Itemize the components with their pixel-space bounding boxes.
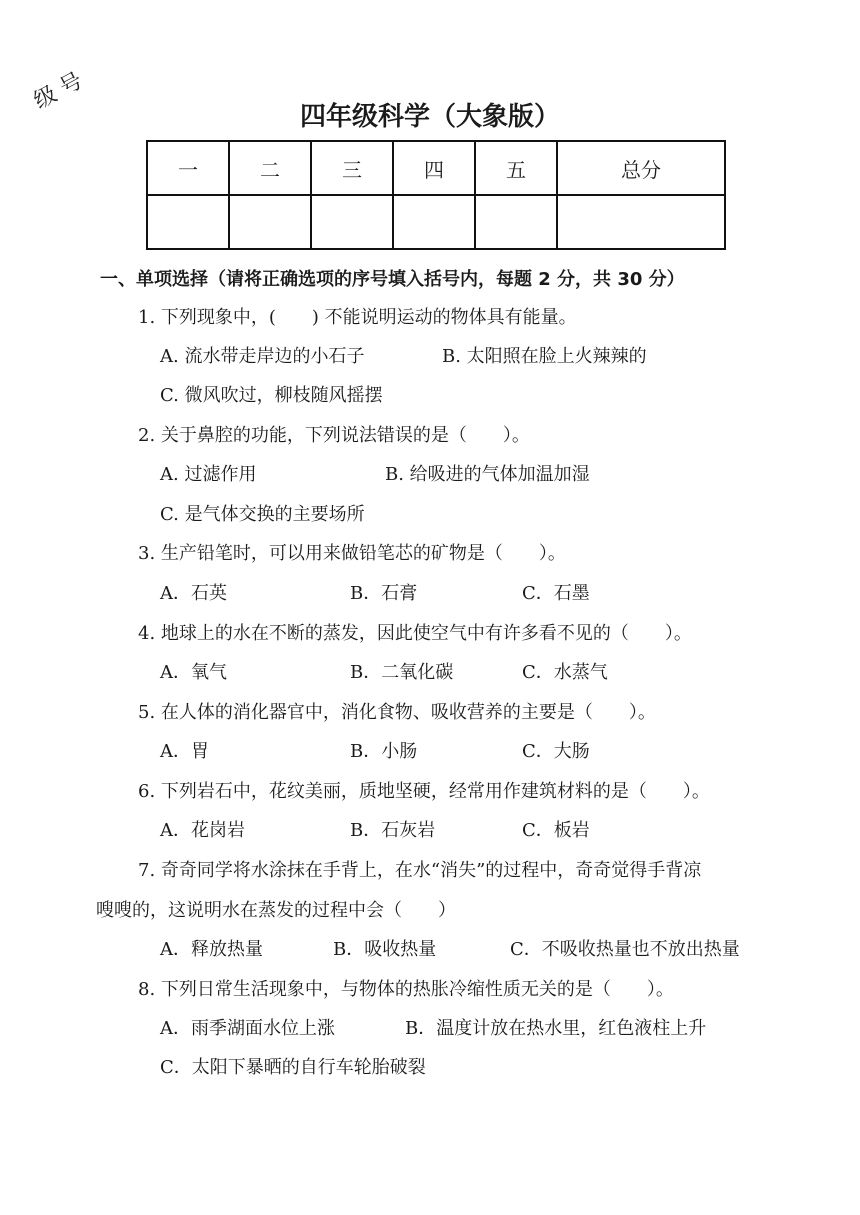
question-2-stem: 2. 关于鼻腔的功能，下列说法错误的是（ ）。 — [138, 425, 530, 446]
score-cell-1[interactable] — [147, 195, 229, 249]
question-7-stem-continued: 嗖嗖的，这说明水在蒸发的过程中会（ ） — [96, 900, 456, 921]
score-cell-2[interactable] — [229, 195, 311, 249]
question-8-stem: 8. 下列日常生活现象中，与物体的热胀冷缩性质无关的是（ ）。 — [138, 979, 674, 1000]
question-3-option-a[interactable]: A．石英 — [160, 583, 227, 604]
question-6-option-a[interactable]: A．花岗岩 — [160, 820, 245, 841]
section-heading: 一、单项选择（请将正确选项的序号填入括号内，每题 2 分，共 30 分） — [100, 269, 685, 290]
question-4-stem: 4. 地球上的水在不断的蒸发，因此使空气中有许多看不见的（ ）。 — [138, 623, 692, 644]
question-6-stem: 6. 下列岩石中，花纹美丽，质地坚硬，经常用作建筑材料的是（ ）。 — [138, 781, 710, 802]
question-8-option-a[interactable]: A．雨季湖面水位上涨 — [160, 1018, 335, 1039]
question-7-option-c[interactable]: C．不吸收热量也不放出热量 — [510, 939, 740, 960]
question-4-option-c[interactable]: C．水蒸气 — [522, 662, 608, 683]
question-6-option-b[interactable]: B．石灰岩 — [350, 820, 436, 841]
score-table — [146, 140, 726, 250]
score-cell-total[interactable] — [557, 195, 725, 249]
question-1-option-c[interactable]: C. 微风吹过，柳枝随风摇摆 — [160, 385, 383, 406]
page-title: 四年级科学（大象版） — [299, 102, 560, 132]
question-5-option-a[interactable]: A．胃 — [160, 741, 209, 762]
score-header-total: 总分 — [557, 141, 725, 195]
question-2-option-c[interactable]: C. 是气体交换的主要场所 — [160, 504, 365, 525]
score-table-value-row — [147, 195, 725, 249]
question-7-stem: 7. 奇奇同学将水涂抹在手背上，在水“消失”的过程中，奇奇觉得手背凉 — [138, 860, 702, 881]
score-header-1: 一 — [147, 141, 229, 195]
question-4-option-b[interactable]: B．二氧化碳 — [350, 662, 454, 683]
question-6-option-c[interactable]: C．板岩 — [522, 820, 590, 841]
question-8-option-b[interactable]: B．温度计放在热水里，红色液柱上升 — [405, 1018, 707, 1039]
score-header-2: 二 — [229, 141, 311, 195]
question-2-option-b[interactable]: B. 给吸进的气体加温加湿 — [385, 464, 590, 485]
question-5-option-b[interactable]: B．小肠 — [350, 741, 418, 762]
corner-handwriting-mark: 级 号 — [30, 68, 87, 115]
question-3-option-b[interactable]: B．石膏 — [350, 583, 418, 604]
question-7-option-a[interactable]: A．释放热量 — [160, 939, 263, 960]
score-cell-4[interactable] — [393, 195, 475, 249]
question-3-stem: 3. 生产铅笔时，可以用来做铅笔芯的矿物是（ ）。 — [138, 543, 566, 564]
question-1-option-b[interactable]: B. 太阳照在脸上火辣辣的 — [442, 346, 647, 367]
question-3-option-c[interactable]: C．石墨 — [522, 583, 590, 604]
question-8-option-c[interactable]: C．太阳下暴晒的自行车轮胎破裂 — [160, 1057, 426, 1078]
question-4-option-a[interactable]: A．氧气 — [160, 662, 227, 683]
question-1-option-a[interactable]: A. 流水带走岸边的小石子 — [160, 346, 365, 367]
score-header-4: 四 — [393, 141, 475, 195]
question-5-stem: 5. 在人体的消化器官中，消化食物、吸收营养的主要是（ ）。 — [138, 702, 656, 723]
question-5-option-c[interactable]: C．大肠 — [522, 741, 590, 762]
question-7-option-b[interactable]: B．吸收热量 — [333, 939, 437, 960]
score-header-3: 三 — [311, 141, 393, 195]
score-table-header-row — [147, 141, 725, 195]
score-header-5: 五 — [475, 141, 557, 195]
question-1-stem: 1. 下列现象中，( ) 不能说明运动的物体具有能量。 — [138, 307, 577, 328]
question-2-option-a[interactable]: A. 过滤作用 — [160, 464, 257, 485]
score-cell-3[interactable] — [311, 195, 393, 249]
score-cell-5[interactable] — [475, 195, 557, 249]
